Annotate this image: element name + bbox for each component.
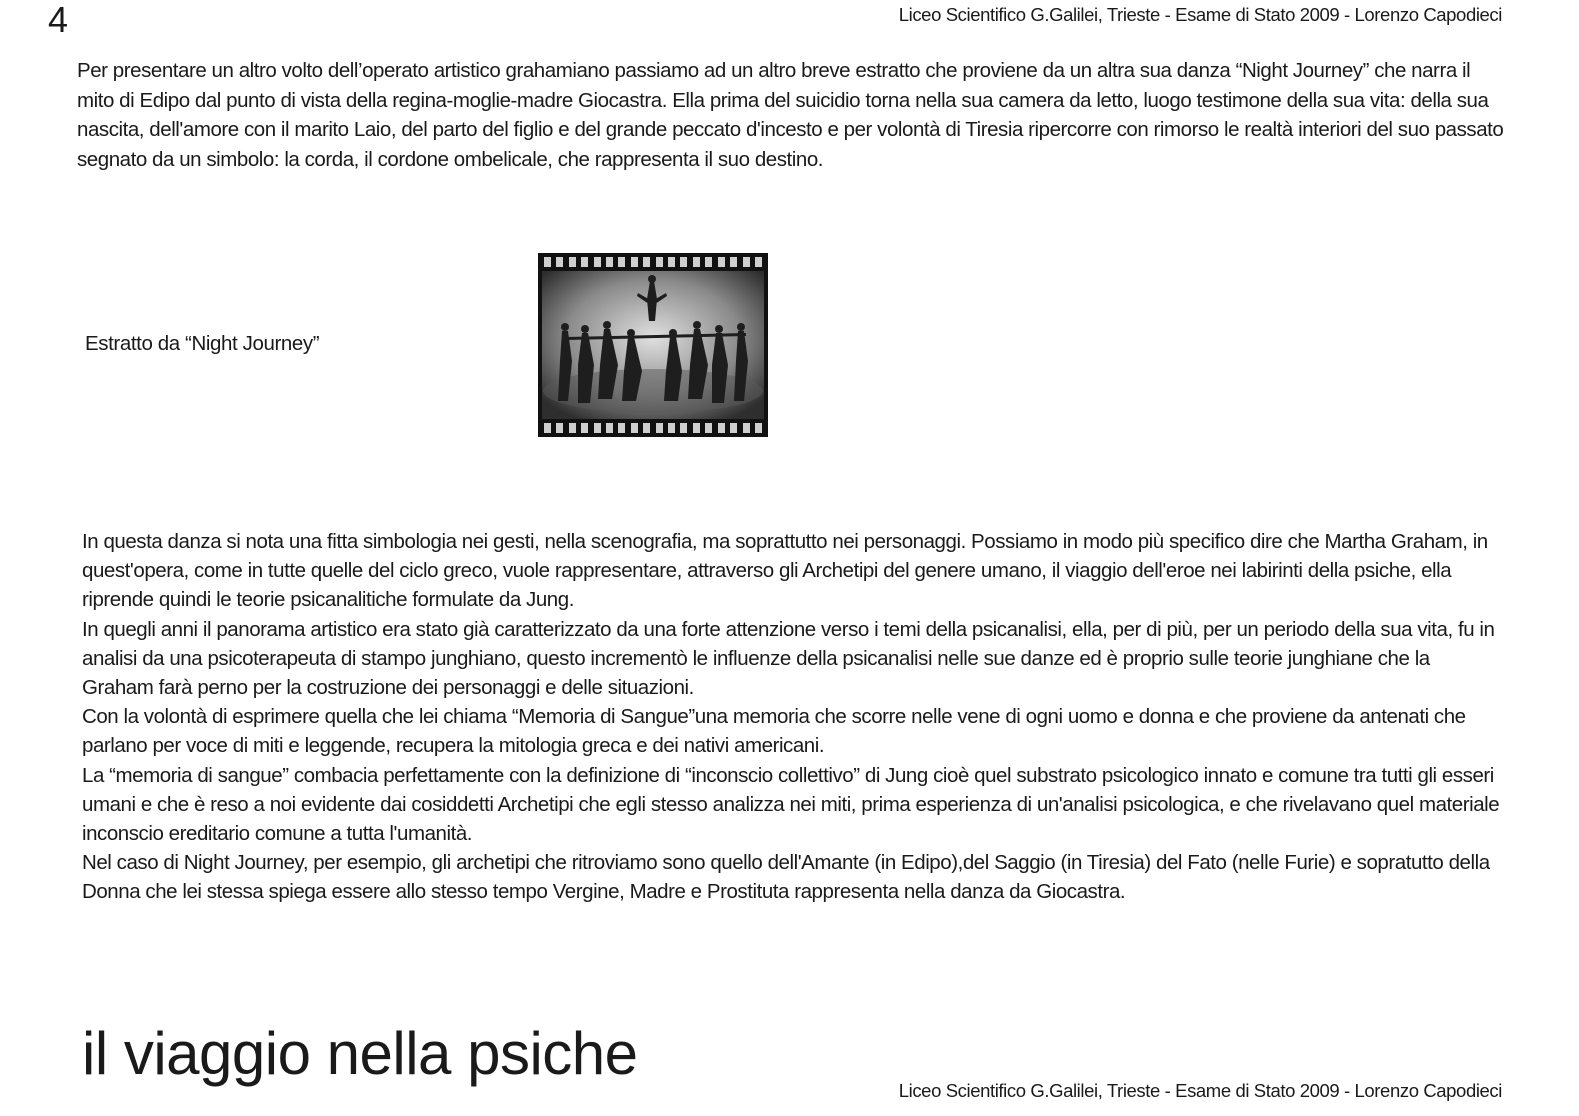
film-perforations-bottom	[544, 423, 762, 433]
body-paragraph: La “memoria di sangue” combacia perfettamente con la definizione di “inconscio collettivo” di Jung cioè quel substrato psicologico innato e comune tra tutti gli esseri umani e che è reso a noi evidente dai cosiddetti Archetipi che egli stesso analizza nei miti, prima esperienza di un'analisi psicologica, e che rivelavano quel materiale inconscio ereditario comune a tutta l'umanità.	[82, 763, 1500, 846]
page-header: Liceo Scientifico G.Galilei, Trieste - Esame di Stato 2009 - Lorenzo Capodieci	[898, 4, 1502, 25]
intro-paragraph: Per presentare un altro volto dell’operato artistico grahamiano passiamo ad un altro breve estratto che proviene da un altra sua danza “Night Journey” che narra il mito di Edipo dal punto di vista della regina-moglie-madre Giocastra. Ella prima del suicidio torna nella sua camera da letto, luogo testimone della sua vita: della sua nascita, dell'amore con il marito Laio, del parto del figlio e del grande peccato d'incesto e per volontà di Tiresia ripercorre con rimorso le realtà interiori del suo passato segnato da un simbolo: la corda, il cordone ombelicale, che rappresenta il suo destino.	[77, 59, 1504, 171]
video-thumbnail[interactable]	[538, 253, 768, 437]
page-footer: Liceo Scientifico G.Galilei, Trieste - Esame di Stato 2009 - Lorenzo Capodieci	[898, 1080, 1502, 1101]
body-paragraph: In questa danza si nota una fitta simbologia nei gesti, nella scenografia, ma soprattutto nei personaggi. Possiamo in modo più specifico dire che Martha Graham, in quest'opera, come in tutte quelle del ciclo greco, vuole rappresentare, attraverso gli Archetipi del genere umano, il viaggio dell'eroe nei labirinti della psiche, ella riprende quindi le teorie psicanalitiche formulate da Jung.	[82, 530, 1488, 612]
body-paragraph: Nel caso di Night Journey, per esempio, gli archetipi che ritroviamo sono quello dell'Amante (in Edipo),del Saggio (in Tiresia) del Fato (nelle Furie) e sopratutto della Donna che lei stessa spiega essere allo stesso tempo Vergine, Madre e Prostituta rappresenta nella danza da Giocastra.	[82, 851, 1490, 904]
body-paragraph: In quegli anni il panorama artistico era stato già caratterizzato da una forte attenzione verso i temi della psicanalisi, ella, per di più, per un periodo della sua vita, fu in analisi da una psicoterapeuta di stampo junghiano, questo incrementò le influenze della psicanalisi nelle sue danze ed è proprio sulle teorie junghiane che la Graham farà perno per la costruzione dei personaggi e delle situazioni.	[82, 617, 1495, 700]
section-title: il viaggio nella psiche	[82, 1020, 638, 1087]
video-caption: Estratto da “Night Journey”	[85, 332, 320, 355]
film-perforations-top	[544, 257, 762, 267]
dance-still-image	[542, 271, 764, 419]
page-number: 4	[48, 0, 69, 40]
body-text	[82, 527, 1502, 907]
film-strip-icon	[542, 271, 764, 419]
body-paragraph: Con la volontà di esprimere quella che lei chiama “Memoria di Sangue”una memoria che scorre nelle vene di ogni uomo e donna e che proviene da antenati che parlano per voce di miti e leggende, recupera la mitologia greca e dei nativi americani.	[82, 705, 1466, 758]
